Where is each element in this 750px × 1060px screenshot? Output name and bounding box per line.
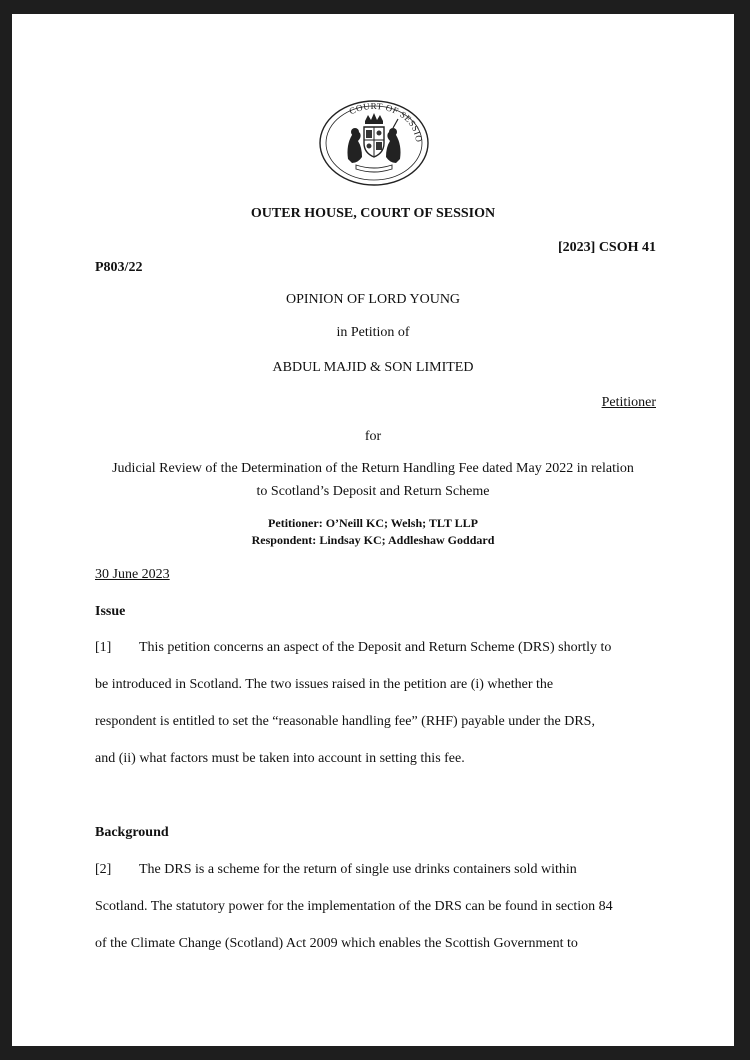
party-name: ABDUL MAJID & SON LIMITED [272,360,474,375]
petitioner-counsel [12,516,734,531]
respondent-counsel [12,533,734,548]
opinion-date: 30 June 2023 [95,567,170,582]
svg-text:COURT OF SESSION: COURT OF SESSIO [347,100,425,144]
paragraph-2-line: Scotland. The statutory power for the implementation of the DRS can be found in section 84 [95,899,613,914]
subject-line-1: Judicial Review of the Determination of the Return Handling Fee dated May 2022 in relation [112,461,634,476]
court-heading: OUTER HOUSE, COURT OF SESSION [250,206,496,221]
issue-heading: Issue [95,604,126,619]
party-role: Petitioner [601,395,656,410]
in-petition-of: in Petition of [336,325,410,340]
respondent-value: Lindsay KC; Addleshaw Goddard [319,533,495,547]
document-page [12,14,734,1046]
case-number: P803/22 [95,260,143,275]
paragraph-1-number: [1] [95,640,112,655]
paragraph-2-line: of the Climate Change (Scotland) Act 2009 which enables the Scottish Government to [95,936,578,951]
petitioner-label: Petitioner: [268,516,323,530]
respondent-label: Respondent: [251,533,317,547]
paragraph-2-line: [2] The DRS is a scheme for the return of single use drinks containers sold within [95,862,577,877]
paragraph-1-line: respondent is entitled to set the “reasonable handling fee” (RHF) payable under the DRS, [95,714,595,729]
background-heading: Background [95,825,169,840]
opinion-title: OPINION OF LORD YOUNG [285,292,461,307]
for-text: for [364,429,382,444]
paragraph-1-line: and (ii) what factors must be taken into account in setting this fee. [95,751,465,766]
paragraph-1-line: be introduced in Scotland. The two issues raised in the petition are (i) whether the [95,677,554,692]
petitioner-value: O’Neill KC; Welsh; TLT LLP [325,516,478,530]
neutral-citation: [2023] CSOH 41 [558,240,656,255]
paragraph-2-number: [2] [95,862,112,877]
court-of-session-seal [318,99,430,187]
paragraph-1-line: [1] This petition concerns an aspect of the Deposit and Return Scheme (DRS) shortly to [95,640,612,655]
subject-line-2: to Scotland’s Deposit and Return Scheme [256,484,490,499]
